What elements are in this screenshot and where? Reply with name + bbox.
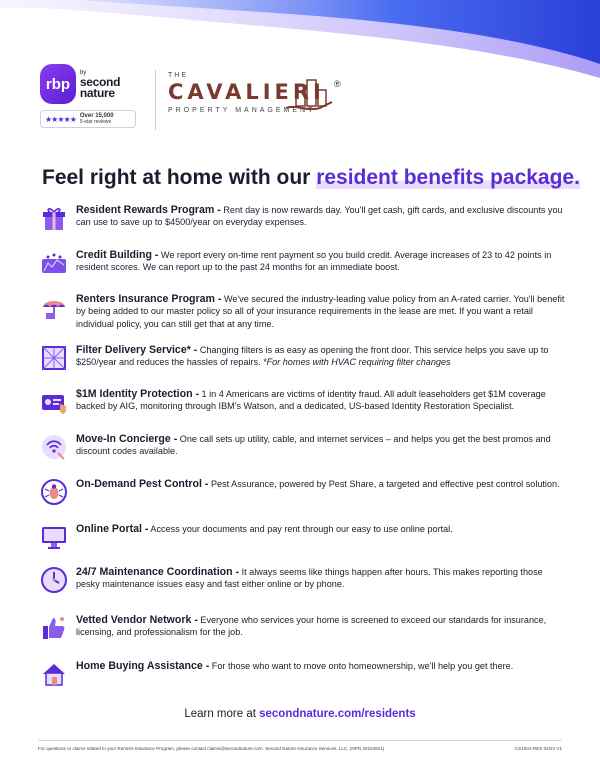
learn-more-prefix: Learn more at — [184, 708, 260, 720]
home-icon — [40, 660, 68, 688]
benefit-filter-delivery — [40, 344, 565, 372]
benefit-text: 1 in 4 Americans are victims of identity fraud. All adult leaseholders get $1M coverage backed by AIG, monitoring through IBM's Watson, and a dedicated, US-based Identity Restoration Specialist. — [76, 389, 546, 412]
umbrella-icon — [40, 293, 68, 321]
benefit-title: Move-In Concierge - — [76, 433, 178, 445]
footer-disclaimer: For questions or claims related to your Renters Insurance Program, please contact claims@secondnature.com. Second Nature Insurance Services, LLC. (NPN 20224621) — [38, 746, 385, 751]
rbp-by-label: by — [79, 69, 87, 76]
clock-icon — [40, 566, 68, 594]
benefit-pest-control — [40, 478, 565, 506]
benefit-title: Home Buying Assistance - — [76, 660, 210, 672]
cavalieri-logo — [168, 72, 348, 114]
benefit-text: One call sets up utility, cable, and internet services – and helps you get the best promos and discount codes available. — [76, 434, 551, 457]
benefit-online-portal — [40, 523, 565, 551]
second-nature-wordmark: second nature — [79, 74, 121, 100]
residents-link[interactable]: secondnature.com/residents — [259, 708, 416, 720]
benefit-text: We've secured the industry-leading value policy from an A-rated carrier. You'll benefit by being added to our master policy so all of your insurance requirements in the lease are met. If you want a retail individual policy, you can still get that at any time. — [76, 294, 565, 329]
credit-score-icon — [40, 249, 68, 277]
footer-divider — [38, 740, 562, 741]
registered-mark: ® — [334, 79, 341, 89]
benefit-title: Resident Rewards Program - — [76, 204, 221, 216]
logo-divider — [155, 70, 156, 130]
benefit-title: Credit Building - — [76, 249, 159, 261]
benefit-move-in-concierge — [40, 433, 565, 461]
rating-text — [80, 113, 114, 125]
headline-prefix: Feel right at home with our — [42, 166, 317, 189]
footer — [38, 746, 562, 751]
benefit-maintenance — [40, 566, 565, 594]
benefit-renters-insurance — [40, 293, 565, 330]
benefit-resident-rewards — [40, 204, 565, 232]
benefit-title: On-Demand Pest Control - — [76, 478, 209, 490]
benefit-text: Pest Assurance, powered by Pest Share, a targeted and effective pest control solution. — [208, 479, 560, 489]
benefit-text: For those who want to move onto homeownership, we'll help you get there. — [209, 661, 514, 671]
benefit-text: Changing filters is as easy as opening the front door. This service helps you save up to $250/year and reduces the hassles of repairs. — [76, 345, 549, 368]
benefit-title: Filter Delivery Service* - — [76, 344, 198, 356]
headline-highlight: resident benefits package. — [316, 166, 580, 189]
rbp-second-nature-logo — [40, 64, 150, 128]
benefit-note: *For homes with HVAC requiring filter changes — [263, 357, 451, 368]
page-headline — [42, 166, 580, 190]
thumbs-up-icon — [40, 614, 68, 642]
cavalieri-subtitle: PROPERTY MANAGEMENT — [168, 107, 316, 114]
five-star-icon: ★★★★★ — [45, 114, 76, 124]
cavalieri-the: THE — [168, 72, 188, 79]
learn-more-line — [0, 708, 600, 720]
pest-bug-icon — [40, 478, 68, 506]
benefit-text: Everyone who services your home is screened to exceed our standards for insurance, licensing, and professionalism for the job. — [76, 615, 547, 638]
air-filter-icon — [40, 344, 68, 372]
gift-icon — [40, 204, 68, 232]
rating-count: Over 15,000 — [79, 113, 114, 119]
benefit-title: 24/7 Maintenance Coordination - — [76, 566, 240, 578]
benefit-credit-building — [40, 249, 565, 277]
benefit-text: We report every on-time rent payment so you build credit. Average increases of 23 to 42 points in resident scores. We can report up to the past 24 months for an immediate boost. — [76, 250, 552, 273]
cavalieri-name: CAVALIERI — [168, 80, 325, 104]
benefit-title: Online Portal - — [76, 523, 149, 535]
benefit-vendor-network — [40, 614, 565, 642]
city-hand-icon — [280, 78, 342, 114]
footer-code: CS1001-RES 02/24 V1 — [514, 746, 562, 751]
benefit-text: Access your documents and pay rent through our easy to use online portal. — [148, 524, 453, 534]
identity-card-icon — [40, 388, 68, 416]
rating-label: 5-star reviews — [79, 119, 111, 125]
rbp-badge-icon: rbp — [40, 64, 76, 104]
benefit-title: Vetted Vendor Network - — [76, 614, 198, 626]
benefit-text: It always seems like things happen after hours. This makes reporting those pesky maintenance issues easy and fast either online or by phone. — [76, 567, 543, 590]
benefit-home-buying — [40, 660, 565, 688]
benefit-text: Rent day is now rewards day. You'll get cash, gift cards, and exclusive discounts you can use to save up to $4500/year on everyday expenses. — [76, 205, 563, 228]
rating-badge — [40, 110, 136, 128]
benefit-title: $1M Identity Protection - — [76, 388, 200, 400]
wifi-plug-icon — [40, 433, 68, 461]
monitor-icon — [40, 523, 68, 551]
benefit-title: Renters Insurance Program - — [76, 293, 222, 305]
benefit-identity-protection — [40, 388, 565, 416]
